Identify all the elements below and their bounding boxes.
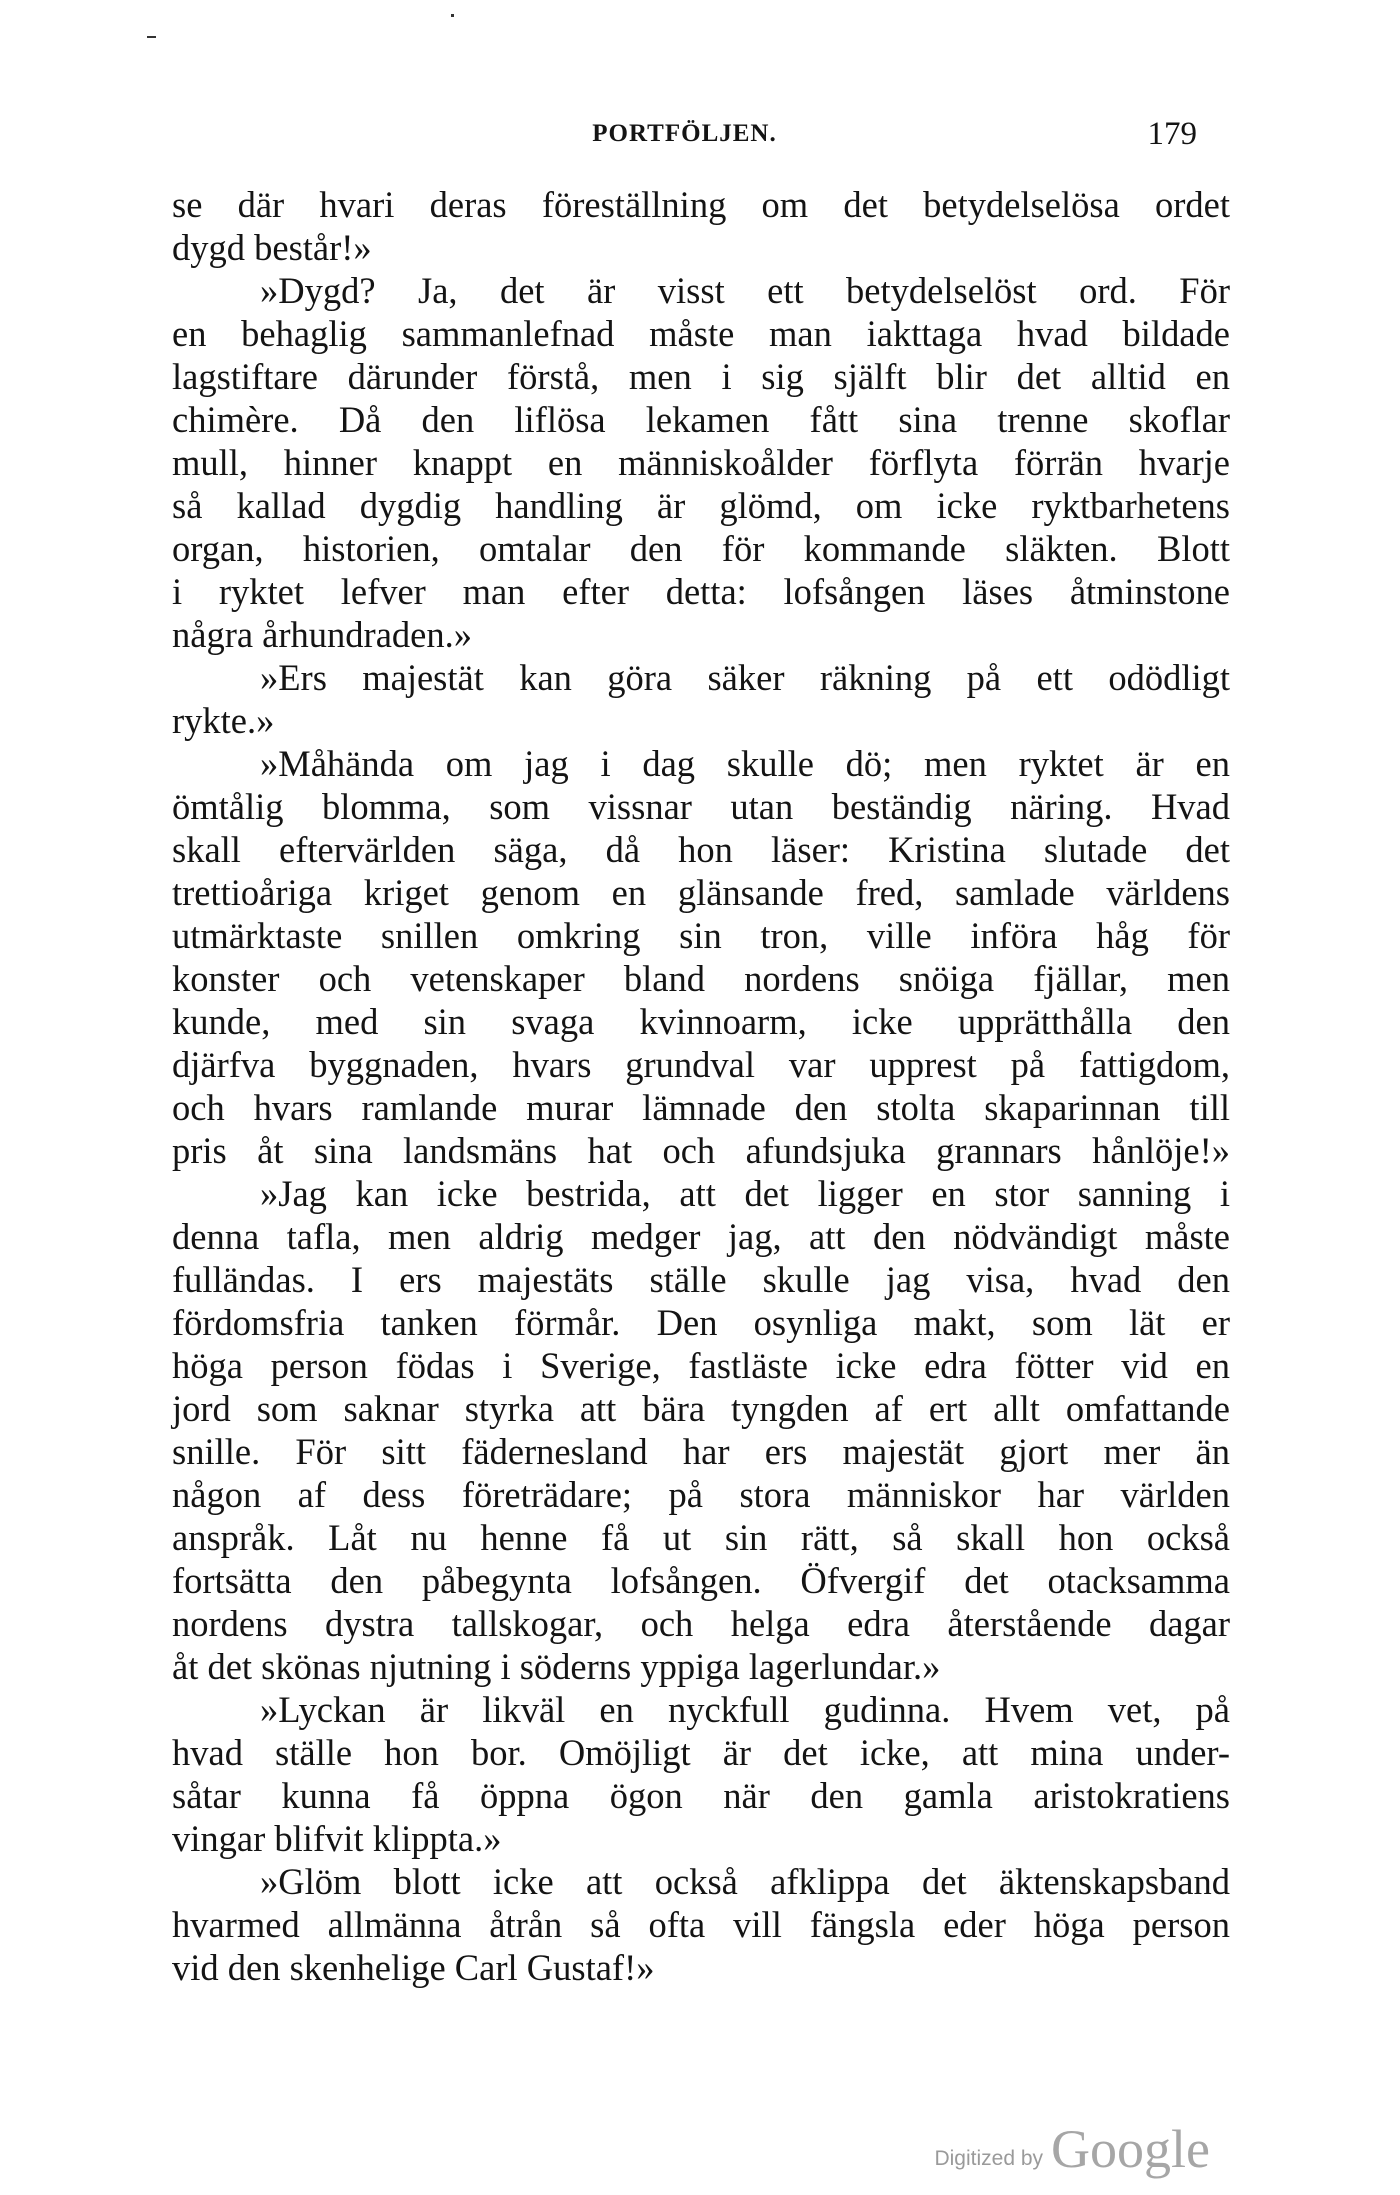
text-line: snille. För sitt fädernesland har ers majestät gjort mer än xyxy=(172,1431,1230,1472)
text-line: chimère. Då den liflösa lekamen fått sina trenne skoflar xyxy=(172,399,1230,440)
text-line: utmärktaste snillen omkring sin tron, ville införa håg för xyxy=(172,915,1230,956)
text-line: fördomsfria tanken förmår. Den osynliga makt, som lät er xyxy=(172,1302,1230,1343)
text-line: denna tafla, men aldrig medger jag, att den nödvändigt måste xyxy=(172,1216,1230,1257)
text-line: åt det skönas njutning i söderns yppiga lagerlundar.» xyxy=(172,1646,941,1687)
text-line: så kallad dygdig handling är glömd, om icke ryktbarhetens xyxy=(172,485,1230,526)
text-line: »Måhända om jag i dag skulle dö; men ryktet är en xyxy=(260,743,1230,784)
print-speck xyxy=(451,14,454,17)
text-line: hvad ställe hon bor. Omöjligt är det icke, att mina under- xyxy=(172,1732,1230,1773)
google-logo: Google xyxy=(1051,2119,1210,2179)
running-head xyxy=(172,112,1197,156)
running-title: PORTFÖLJEN. xyxy=(592,120,777,147)
page-number: 179 xyxy=(1147,116,1197,152)
text-line: rykte.» xyxy=(172,700,275,741)
text-line: i ryktet lefver man efter detta: lofsången läses åtminstone xyxy=(172,571,1230,612)
text-line: jord som saknar styrka att bära tyngden af ert allt omfattande xyxy=(172,1388,1230,1429)
text-line: se där hvari deras föreställning om det betydelselösa ordet xyxy=(172,184,1230,225)
text-line: fortsätta den påbegynta lofsången. Öfvergif det otacksamma xyxy=(172,1560,1230,1601)
text-line: »Jag kan icke bestrida, att det ligger en stor sanning i xyxy=(260,1173,1230,1214)
text-line: »Glöm blott icke att också afklippa det äktenskapsband xyxy=(260,1861,1230,1902)
body-text xyxy=(172,183,1230,1989)
text-line: »Dygd? Ja, det är visst ett betydelselöst ord. För xyxy=(260,270,1230,311)
text-line: ömtålig blomma, som vissnar utan beständig näring. Hvad xyxy=(172,786,1230,827)
text-line: pris åt sina landsmäns hat och afundsjuka grannars hånlöje!» xyxy=(172,1130,1230,1171)
text-line: skall eftervärlden säga, då hon läser: Kristina slutade det xyxy=(172,829,1230,870)
text-line: några århundraden.» xyxy=(172,614,472,655)
text-line: trettioåriga kriget genom en glänsande fred, samlade världens xyxy=(172,872,1230,913)
text-line: anspråk. Låt nu henne få ut sin rätt, så skall hon också xyxy=(172,1517,1230,1558)
text-line: någon af dess företrädare; på stora människor har världen xyxy=(172,1474,1230,1515)
text-line: konster och vetenskaper bland nordens snöiga fjällar, men xyxy=(172,958,1230,999)
text-line: kunde, med sin svaga kvinnoarm, icke upprätthålla den xyxy=(172,1001,1230,1042)
text-line: »Lyckan är likväl en nyckfull gudinna. Hvem vet, på xyxy=(260,1689,1230,1730)
text-line: mull, hinner knappt en människoålder förflyta förrän hvarje xyxy=(172,442,1230,483)
text-line: djärfva byggnaden, hvars grundval var upprest på fattigdom, xyxy=(172,1044,1230,1085)
digitized-by-label: Digitized by xyxy=(934,2147,1044,2170)
text-line: »Ers majestät kan göra säker räkning på ett odödligt xyxy=(260,657,1230,698)
text-line: höga person födas i Sverige, fastläste icke edra fötter vid en xyxy=(172,1345,1230,1386)
text-line: hvarmed allmänna åtrån så ofta vill fängsla eder höga person xyxy=(172,1904,1230,1945)
text-line: nordens dystra tallskogar, och helga edra återstående dagar xyxy=(172,1603,1230,1644)
text-line: en behaglig sammanlefnad måste man iakttaga hvad bildade xyxy=(172,313,1230,354)
text-line: såtar kunna få öppna ögon när den gamla aristokratiens xyxy=(172,1775,1230,1816)
text-line: vingar blifvit klippta.» xyxy=(172,1818,502,1859)
text-line: dygd består!» xyxy=(172,227,372,268)
text-line: fulländas. I ers majestäts ställe skulle jag visa, hvad den xyxy=(172,1259,1230,1300)
text-line: vid den skenhelige Carl Gustaf!» xyxy=(172,1947,655,1988)
text-line: organ, historien, omtalar den för kommande släkten. Blott xyxy=(172,528,1230,569)
text-line: lagstiftare därunder förstå, men i sig själft blir det alltid en xyxy=(172,356,1230,397)
print-speck xyxy=(147,36,156,38)
text-line: och hvars ramlande murar lämnade den stolta skaparinnan till xyxy=(172,1087,1230,1128)
digitized-footer xyxy=(934,2119,1210,2179)
